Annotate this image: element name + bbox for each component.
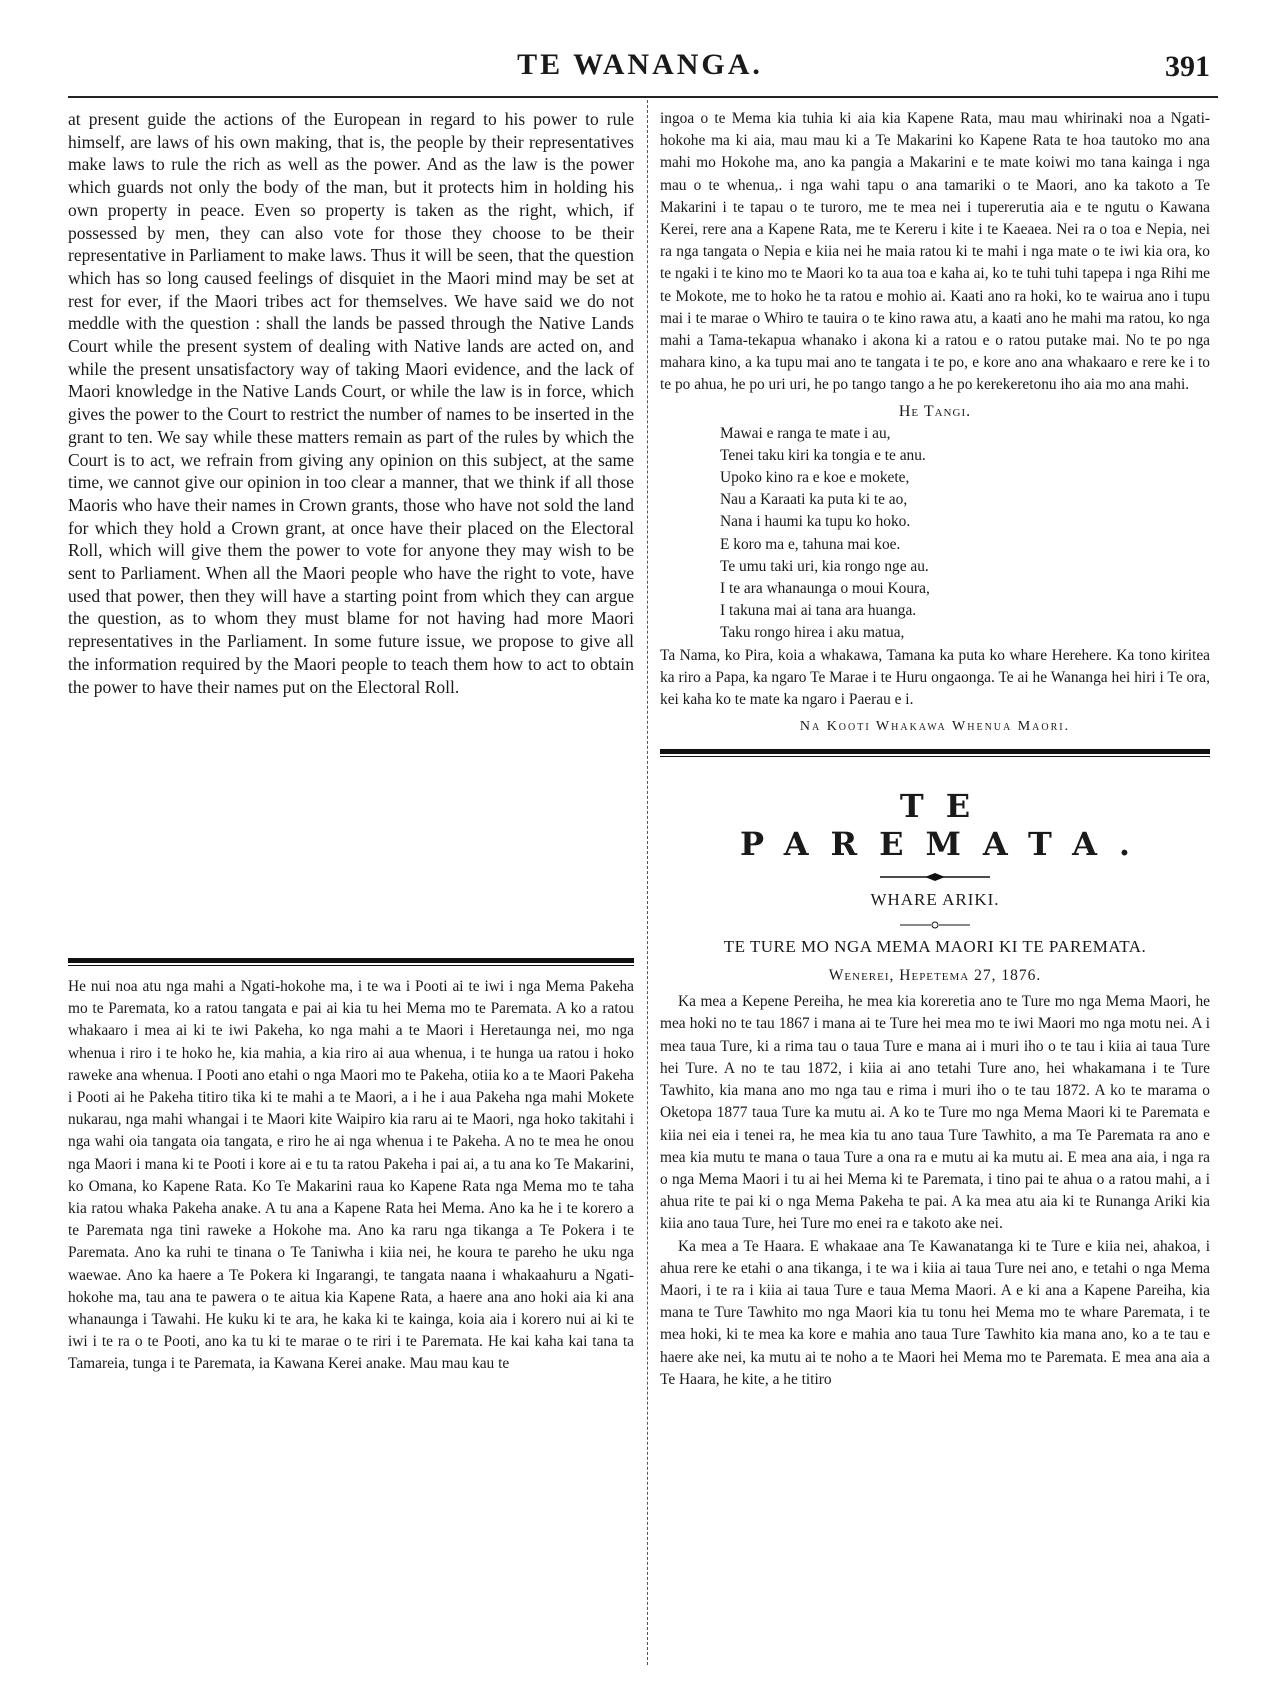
verse-line: Taku rongo hirea i aku matua, [720, 624, 905, 642]
lament-heading: He Tangi. [898, 402, 972, 420]
masthead-rule [68, 96, 1218, 98]
column-divider [647, 100, 648, 1665]
report-paragraph: Ka mea a Kepene Pereiha, he mea kia koreretia ano te Ture mo nga Mema Maori, he mea hoki no te tau 1867 i mana ai te Ture hei mea mo te iwi Maori mo nga motu nei. A i mea taua Ture, ki a rima tau o taua Ture e mana ai i muri iho o te tau i kiia ai taua Ture hei Ture. A no te tau 1872, i kiia ai ano tetahi Ture ano, hei whakamana i te Ture Tawhito, kia mana ano mo nga tau e rima i muri iho o te tau 1872. A ko te marama o Oketopa 1877 taua Ture ka mutu ai. A ko te Ture mo nga Mema Maori ki te Paremata e kiia nei eia i tenei ra, he mea kia tu ano taua Ture Tawhito, a ma Te Paremata ra ano e mea kia mutu te mana o taua Ture a ona ra e mutu ai ka mutu ai. E mea ana aia, i nga ra o nga Mema Maori i tu ai hei Mema ki te Paremata, i tino pai te ahua o a ratou mahi, a i ahua rite te pai ki o nga Mema Pakeha te pai. A ka mea atu aia ki te Runanga Ariki kia kiia ano taua Ture, hei Ture mo enei ra e takoto ake nei. [660, 993, 1210, 1233]
left-column [68, 108, 634, 1376]
english-paragraph: at present guide the actions of the European in regard to his power to rule himself, are laws of his own making, that is, the people by their representatives make laws to rule the rich as well as the power. And as the law is the power which guards not only the body of the man, but it protects him in holding his own property in peace. Even so property is taken as the right, which, if possessed by men, they can also vote for those they choose to be their representative in Parliament to make laws. Thus it will be seen, that the question which has so long caused feelings of disquiet in the Maori mind may be set at rest for ever, if the Maori tribes act for themselves. We have said we do not meddle with the question : shall the lands be passed through the Native Lands Court while the present system of dealing with Native lands are acted on, and while the present unsatisfactory way of taking Maori evidence, and the lack of Maori knowledge in the Native Lands Court, or while the law is in force, which gives the power to the Court to restrict the number of names to be inserted in the grant to ten. We say while these matters remain as part of the rules by which the Court is to act, we refrain from giving any opinion on this subject, at the same time, we cannot give our opinion in too clear a manner, that we think if all those Maoris who have their names in Crown grants, those who have not sold the land for which they hold a Crown grant, at once have their placed on the Electoral Roll, which will give them the power to vote for anyone they may wish to be sent to Parliament. When all the Maori people who have the right to vote, have used that power, then they will have a starting point from which they can argue the question, as to whom they must blame for not having had more Maori representatives in the Parliament. In some future issue, we propose to give all the information required by the Maori people to teach them how to act to obtain the power to have their names put on the Electoral Roll. [68, 109, 634, 697]
verse-line: Upoko kino ra e koe e mokete, [720, 469, 910, 487]
newspaper-title: TE WANANGA. [517, 48, 763, 81]
section-rule [660, 749, 1210, 757]
lament-verse [720, 423, 1210, 645]
verse-line: Te umu taki uri, kia rongo nge au. [720, 557, 929, 575]
verse-line: Tenei taku kiri ka tongia e te anu. [720, 446, 926, 464]
house-heading: WHARE ARIKI. [870, 890, 1000, 910]
dash-circle-icon [900, 921, 970, 929]
signature: Na Kooti Whakawa Whenua Maori. [799, 719, 1071, 735]
page-number: 391 [1165, 50, 1210, 83]
continued-article [660, 108, 1210, 397]
ornament-icon [880, 872, 990, 882]
ornament-divider [660, 867, 1210, 886]
section-rule [68, 958, 634, 966]
maori-article [68, 976, 634, 1376]
section-title: TE PAREMATA. [739, 787, 1153, 864]
verse-line: Nana i haumi ka tupu ko hoko. [720, 513, 911, 531]
lament-closing-text: Ta Nama, ko Pira, koia a whakawa, Tamana ka puta ko whare Herehere. Ka tono kiritea ka riro a Papa, ka ngaro Te Marae i te Huru ongaonga. Te ai he Wananga hei hiri i Te ora, kei kaha ko te mate ka ngaro i Paerau e i. [660, 646, 1210, 709]
verse-line: E koro ma e, tahuna mai koe. [720, 535, 901, 553]
verse-line: I takuna mai ai tana ara huanga. [720, 602, 917, 620]
verse-line: Nau a Karaati ka puta ki te ao, [720, 491, 908, 509]
parliament-report [660, 991, 1210, 1391]
small-ornament [660, 914, 1210, 933]
dateline: Wenerei, Hepetema 27, 1876. [828, 967, 1042, 985]
opening-paragraph: ingoa o te Mema kia tuhia ki aia kia Kapene Rata, mau mau whirinaki noa a Ngati-hokohe ma ki aia, mau mau ki a Te Makarini ko Kapene Rata te hoa tautoko mo ana mahi mo Hokohe ma, ano ka pangia a Makarini e te mate koiwi mo tana kainga i nga mau o te whenua,. i nga wahi tapu o ana tamariki o te Maori, ano ka takoto a Te Makarini i te tapau o te turoro, me te mea nei i tupererutia aia e te ngutu o Kawana Kerei, rere ana a Kapene Rata, me te Kereru i kite i te Kaeaea. Nei ra o toa e Nepia, nei ra nga tangata o Nepia e kiia nei he maia ratou ki te mahi i nga mate o te iwi kia ora, ko te ngaki i te kino mo te Maori ko ta aua toa e kaha ai, ko te tuhi tuhi tapepa i nga Rihi me te Mokote, me to hoko he ta ratou e mohio ai. Kaati ano ra hoki, ko te wairua ano i tupu mai i te marae o Whiro te tauira o te kino rawa atu, a kaati ano he mahi ma ratou, ko nga mahi a Tama-tekapua whanako i akona ki a ratou e o ratou putake mai. No te po nga mahara kino, a ka tupu mai ano te tangata i te po, e kore ano ana whakaaro e rere ke i to te po ahua, he po uri uri, he po tango tango a he po kerekeretonu iho aia mo ana mahi. [660, 110, 1210, 394]
lament-closing [660, 645, 1210, 712]
bill-title: TE TURE MO NGA MEMA MAORI KI TE PAREMATA. [723, 937, 1147, 957]
verse-line: I te ara whanaunga o moui Koura, [720, 580, 930, 598]
report-paragraph: Ka mea a Te Haara. E whakaae ana Te Kawanatanga ki te Ture e kiia nei, ahakoa, i ahua rere ke etahi o ana tikanga, i te wa i kiia ai taua Ture nei ano, e tetahi o nga Mema Maori, i te ra i kiia ai taua Ture e taua Mema Maori. A e ki ana a Kapene Pareiha, kia mana te Ture Tawhito mo nga Maori kia tu tonu hei Mema mo te whare Paremata, i te mea hoki, ki te mea ka kore e mahia ano taua Ture Tawhito kia mana ano, ko a te tau e haere ake nei, ka mutu ai te noho a te Maori hei Mema mo te Paremata. E mea ana aia a Te Haara, he kite, a he titiro [660, 1237, 1210, 1388]
masthead [60, 48, 1220, 92]
english-article [68, 108, 634, 948]
maori-paragraph: He nui noa atu nga mahi a Ngati-hokohe ma, i te wa i Pooti ai te iwi i nga Mema Pakeha mo te Paremata, ko a ratou tangata e pai ai kia tu hei Mema mo te Paremata. A ko a ratou whakaaro i mea ai ki te iwi Pakeha, ko nga mahi a te Maori i Heretaunga nei, mo nga whenua i riro i te hoko he, kia mahia, a kia riro ai aua whenua, i te hunga ua ratou i hoko raweke ana whenua. I Pooti ano etahi o nga Maori mo te Pakeha, otiia ko a te Maori Pakeha i Pooti ai he Pakeha titiro tika ki te mahi a te Maori, a i he i aua Pakeha nga mahi Mokete nukarau, nga mahi whangai i te Maori kite Waipiro kia raru ai te Maori, nga hoko takitahi i nga wahi oia tangata oia tangata, e riro he ai nga whenua i te Pakeha. A no te mea he onou nga Maori i mana ki te Pooti i kore ai e tu ta ratou Pakeha i pai ai, a tu ana ko Te Makarini, ko Omana, ko Kapene Rata. Ko Te Makarini raua ko Kapene Rata nga Mema mo te taha kia ratou whaka Pakeha anake. A tu ana a Kapene Rata hei Mema. Ano ka he i te korero a te Paremata nga tini raweke a Hokohe ma. Ano ka raru nga tikanga a Te Pokera i te Paremata. Ano ka ruhi te tinana o Te Taniwha i kiia nei, he koura te pareho he uku nga waewae. Ano ka haere a Te Pokera ki Ingarangi, te tangata naana i whakaahuru a Ngati-hokohe ma, tau ana te pawera o te aitua kia Kapene Rata, a haere ana ano hoki aia ki ana whanaunga i Tawahi. He kuku ki te ara, he kaka ki te kainga, koia aia i korero nui ai ki te iwi i te ra o te Pooti, ano ka tu ki te marae o te riri i te Paremata. He kai kaha kai tana ta Tamareia, tunga i te Paremata, ia Kawana Kerei anake. Mau mau kau te [68, 978, 634, 1373]
verse-line: Mawai e ranga te mate i au, [720, 424, 891, 442]
right-column [660, 108, 1210, 1391]
